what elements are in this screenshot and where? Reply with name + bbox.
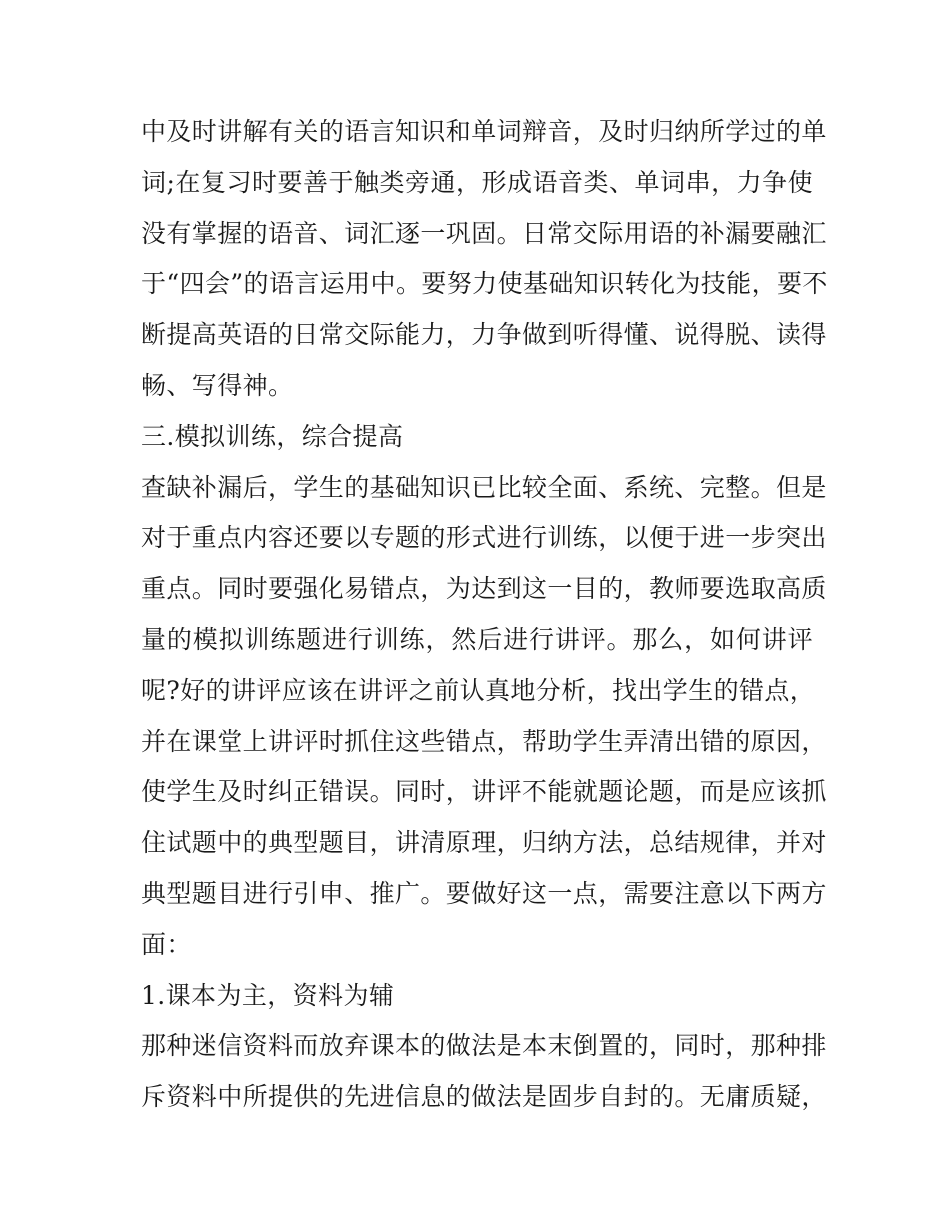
text-line: 查缺补漏后，学生的基础知识已比较全面、系统、完整。但是 [141,472,827,502]
text-line: 重点。同时要强化易错点，为达到这一目的，教师要选取高质 [141,574,827,604]
section-heading: 三.模拟训练，综合提高 [141,421,404,451]
text-line: 并在课堂上讲评时抓住这些错点，帮助学生弄清出错的原因， [141,726,827,756]
text-line: 典型题目进行引申、推广。要做好这一点，需要注意以下两方 [141,878,827,908]
text-line: 量的模拟训练题进行训练，然后进行讲评。那么，如何讲评 [141,624,813,654]
text-line: 畅、写得神。 [141,370,294,400]
text-line: 于“四会”的语言运用中。要努力使基础知识转化为技能，要不 [141,269,828,299]
text-line: 对于重点内容还要以专题的形式进行训练，以便于进一步突出 [141,523,827,553]
text-line: 住试题中的典型题目，讲清原理，归纳方法，总结规律，并对 [141,828,827,858]
text-line: 斥资料中所提供的先进信息的做法是固步自封的。无庸质疑， [141,1082,827,1112]
text-line: 面： [141,929,192,959]
text-line: 中及时讲解有关的语言知识和单词辩音，及时归纳所学过的单 [141,117,827,146]
text-line: 使学生及时纠正错误。同时，讲评不能就题论题，而是应该抓 [141,777,827,807]
text-line: 呢?好的讲评应该在讲评之前认真地分析，找出学生的错点， [141,675,816,705]
text-line: 没有掌握的语音、词汇逐一巩固。日常交际用语的补漏要融汇 [141,218,827,248]
subsection-heading: 1.课本为主，资料为辅 [141,980,395,1010]
text-line: 词;在复习时要善于触类旁通，形成语音类、单词串，力争使 [141,167,813,197]
document-body [141,107,828,1123]
text-line: 断提高英语的日常交际能力，力争做到听得懂、说得脱、读得 [141,320,827,350]
text-line: 那种迷信资料而放弃课本的做法是本末倒置的，同时，那种排 [141,1031,827,1061]
